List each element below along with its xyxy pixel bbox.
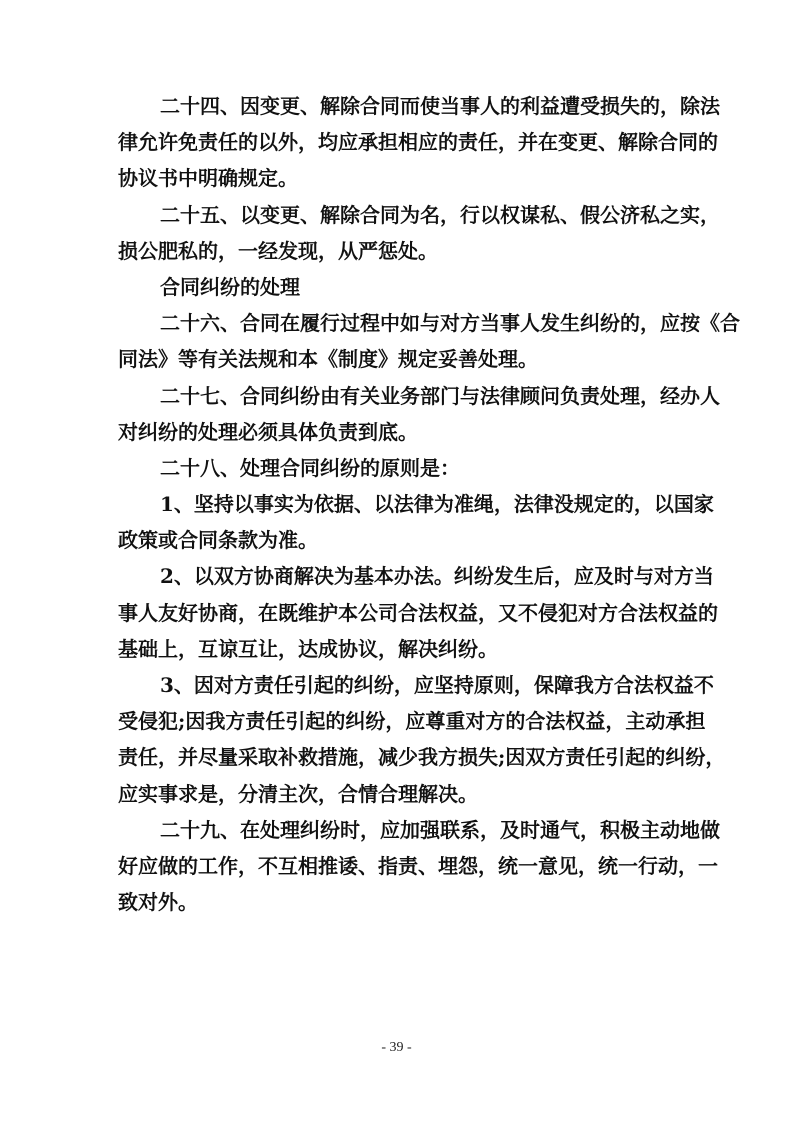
paragraph-article-28: [118, 450, 682, 486]
text-line: 二十四、因变更、解除合同而使当事人的利益遭受损失的，除法: [160, 94, 720, 118]
section-heading: [118, 269, 682, 305]
text-line: 同法》等有关法规和本《制度》规定妥善处理。: [118, 347, 538, 372]
paragraph-article-25: [118, 197, 720, 269]
text-line: 责任，并尽量采取补救措施，减少我方损失;因双方责任引起的纠纷，: [118, 745, 726, 770]
text-line: 二十七、合同纠纷由有关业务部门与法律顾问负责处理，经办人: [160, 383, 720, 408]
document-body: [118, 88, 740, 920]
text-line: 二十八、处理合同纠纷的原则是：: [160, 455, 460, 480]
paragraph-article-28-item-1: [118, 486, 714, 558]
text-line: 二十五、以变更、解除合同为名，行以权谋私、假公济私之实，: [160, 202, 720, 227]
text-line: 受侵犯;因我方责任引起的纠纷，应尊重对方的合法权益，主动承担: [118, 709, 706, 734]
text-line: 政策或合同条款为准。: [118, 528, 318, 553]
text-line: 基础上，互谅互让，达成协议，解决纠纷。: [118, 636, 498, 661]
text-line: 致对外。: [118, 890, 198, 915]
text-line: 对纠纷的处理必须具体负责到底。: [118, 419, 418, 444]
page-number: - 39 -: [381, 1040, 412, 1055]
text-line: 2、以双方协商解决为基本办法。纠纷发生后，应及时与对方当: [160, 564, 714, 589]
text-line: 应实事求是，分清主次，合情合理解决。: [118, 781, 478, 806]
text-line: 二十九、在处理纠纷时，应加强联系，及时通气，积极主动地做: [160, 817, 720, 842]
paragraph-article-24: [118, 88, 720, 197]
text-line: 1、坚持以事实为依据、以法律为准绳，法律没规定的，以国家: [160, 492, 714, 517]
text-line: 律允许免责任的以外，均应承担相应的责任，并在变更、解除合同的: [118, 130, 718, 155]
text-line: 二十六、合同在履行过程中如与对方当事人发生纠纷的，应按《合: [160, 311, 740, 336]
text-line: 事人友好协商，在既维护本公司合法权益，又不侵犯对方合法权益的: [118, 600, 718, 625]
text-line: 损公肥私的，一经发现，从严惩处。: [118, 238, 438, 263]
text-line: 好应做的工作，不互相推诿、指责、埋怨，统一意见，统一行动，一: [118, 853, 718, 878]
text-line: 协议书中明确规定。: [118, 166, 298, 191]
section-heading-text: 合同纠纷的处理: [160, 274, 300, 299]
text-line: 3、因对方责任引起的纠纷，应坚持原则，保障我方合法权益不: [160, 673, 714, 697]
paragraph-article-27: [118, 378, 720, 450]
paragraph-article-28-item-3: [118, 667, 726, 812]
paragraph-article-26: [118, 305, 740, 377]
paragraph-article-28-item-2: [118, 558, 718, 667]
paragraph-article-29: [118, 812, 720, 921]
